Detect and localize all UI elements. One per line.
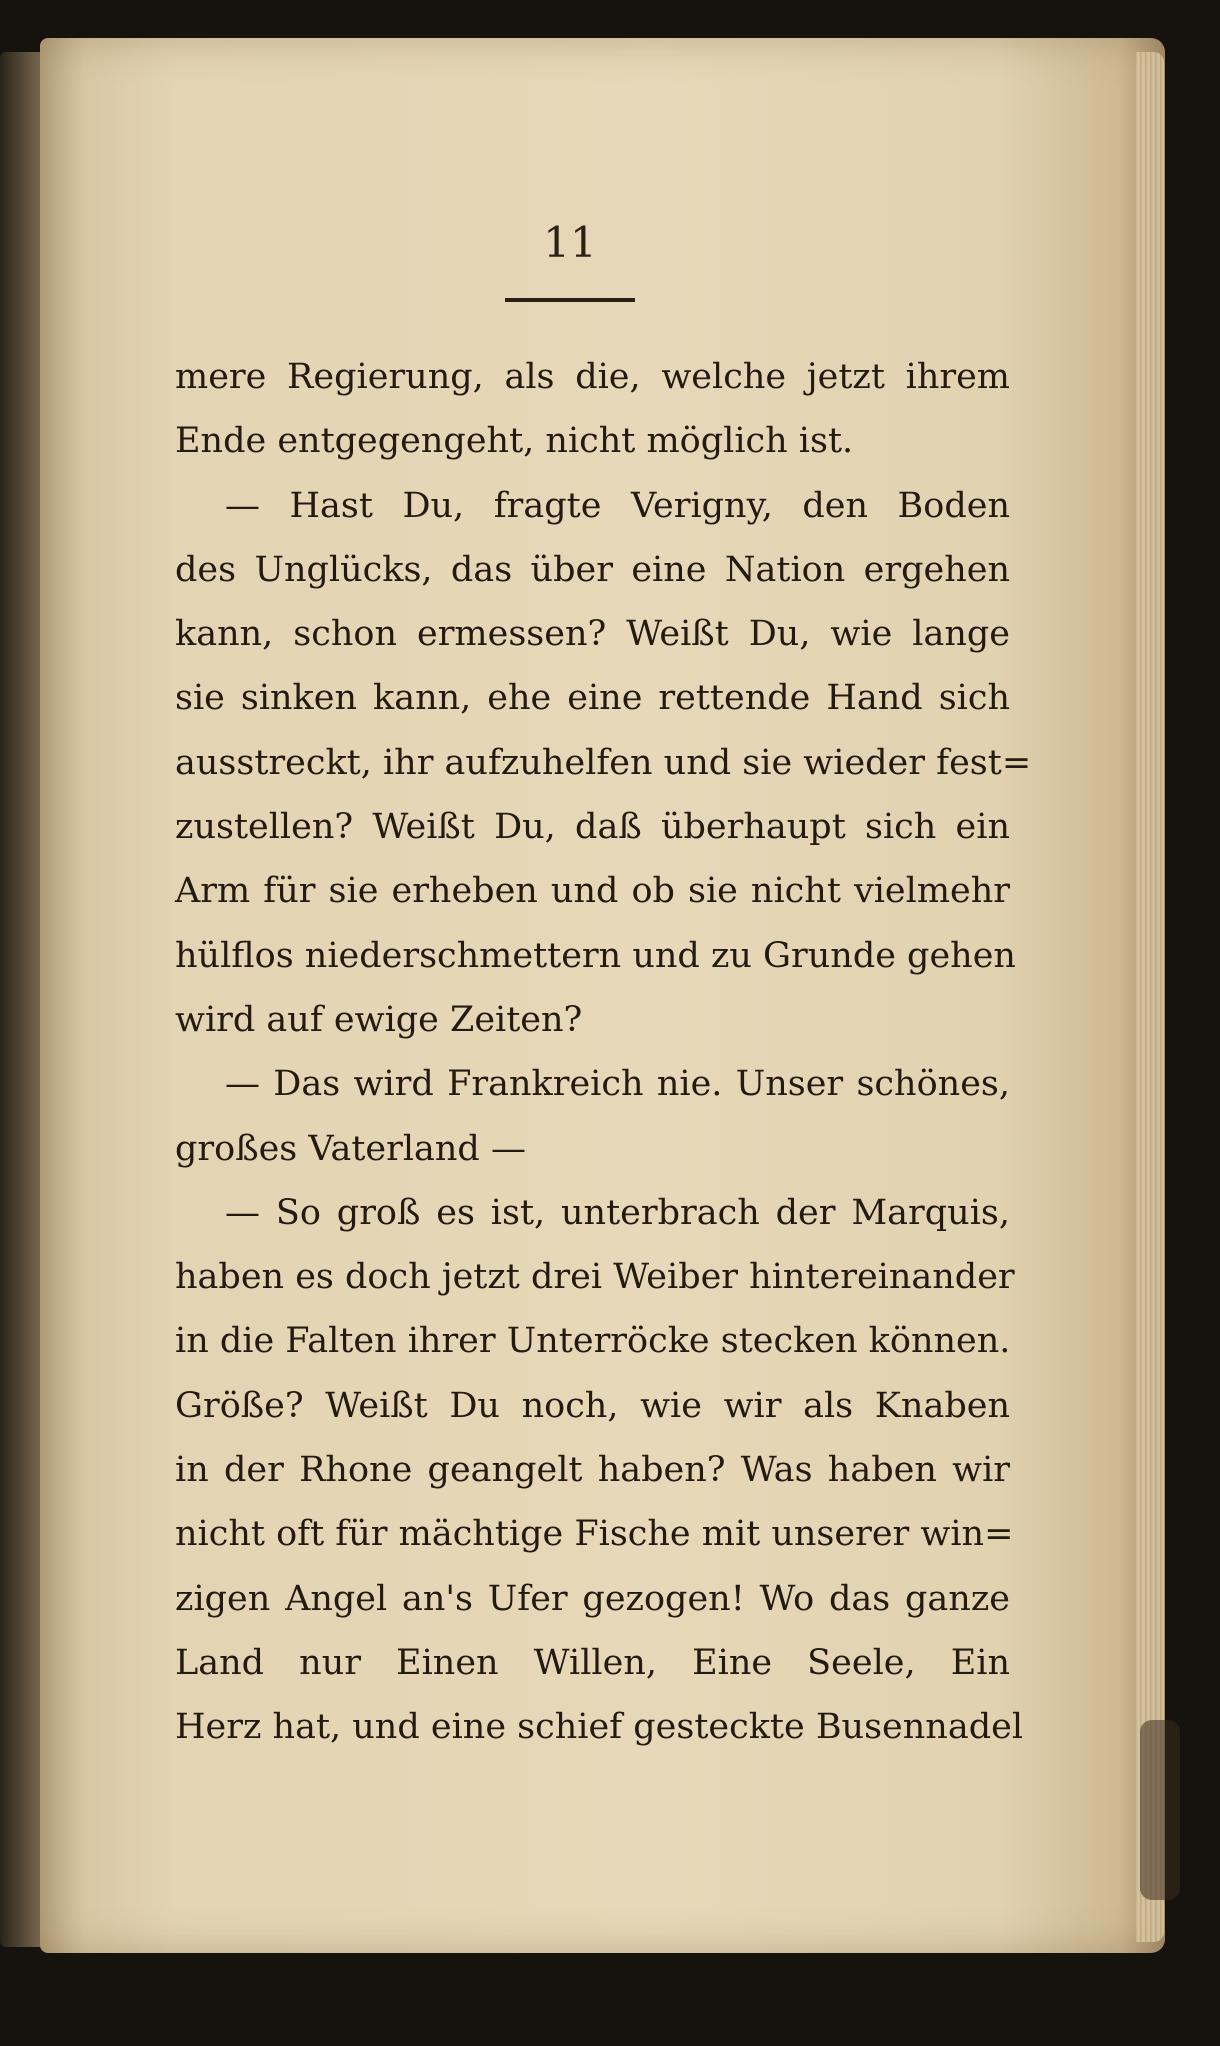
text-line: Herz hat, und eine schief gesteckte Busennadel bbox=[175, 1707, 1024, 1748]
text-line: — Hast Du, fragte Verigny, den Boden bbox=[225, 485, 1010, 526]
text-line: Ende entgegengeht, nicht möglich ist. bbox=[175, 421, 854, 462]
page-number: 11 bbox=[543, 218, 597, 267]
text-line: in der Rhone geangelt haben? Was haben wir bbox=[175, 1450, 1010, 1491]
text-line: großes Vaterland — bbox=[175, 1128, 526, 1169]
text-line: — So groß es ist, unterbrach der Marquis, bbox=[225, 1192, 1010, 1233]
text-line: hülflos niederschmettern und zu Grunde gehen bbox=[175, 935, 1016, 976]
text-line: sie sinken kann, ehe eine rettende Hand sich bbox=[175, 678, 1010, 719]
text-line: haben es doch jetzt drei Weiber hintereinander bbox=[175, 1257, 1015, 1298]
text-line: — Das wird Frankreich nie. Unser schönes, bbox=[225, 1064, 1010, 1105]
text-line: Größe? Weißt Du noch, wie wir als Knaben bbox=[175, 1385, 1010, 1426]
page-stain bbox=[1140, 1720, 1180, 1900]
text-line: zigen Angel an's Ufer gezogen! Wo das ganze bbox=[175, 1578, 1010, 1619]
text-line: zustellen? Weißt Du, daß überhaupt sich ein bbox=[175, 807, 1010, 848]
text-line: wird auf ewige Zeiten? bbox=[175, 999, 583, 1040]
header-rule bbox=[505, 298, 635, 302]
text-line: Land nur Einen Willen, Eine Seele, Ein bbox=[175, 1642, 1010, 1683]
text-line: nicht oft für mächtige Fische mit unserer win= bbox=[175, 1514, 1014, 1555]
page-stack-edge bbox=[1136, 52, 1164, 1942]
text-line: ausstreckt, ihr aufzuhelfen und sie wieder fest= bbox=[175, 742, 1032, 783]
text-line: kann, schon ermessen? Weißt Du, wie lange bbox=[175, 614, 1010, 655]
text-line: des Unglücks, das über eine Nation ergehen bbox=[175, 549, 1010, 590]
text-line: mere Regierung, als die, welche jetzt ihrem bbox=[175, 357, 1010, 397]
text-line: in die Falten ihrer Unterröcke stecken können. bbox=[175, 1321, 1011, 1362]
body-text bbox=[175, 345, 1032, 1760]
text-line: Arm für sie erheben und ob sie nicht vielmehr bbox=[175, 871, 1010, 912]
